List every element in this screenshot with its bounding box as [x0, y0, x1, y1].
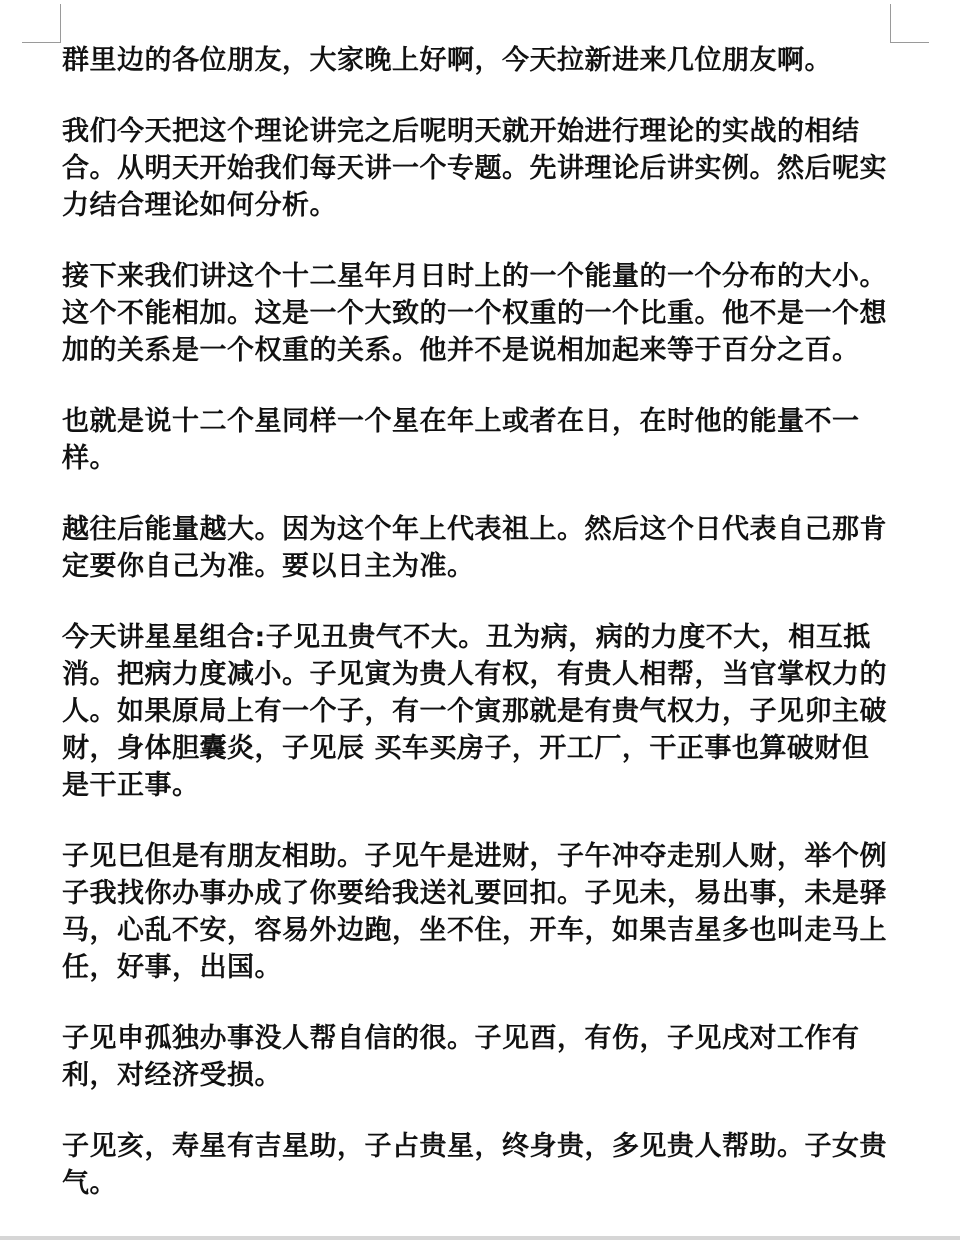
paragraph-energy-distribution: 接下来我们讲这个十二星年月日时上的一个能量的一个分布的大小。这个不能相加。这是一个大致的一个权重的一个比重。他不是一个想加的关系是一个权重的关系。他并不是说相加起来等于百分之百。 — [62, 261, 887, 366]
paragraph-plan: 我们今天把这个理论讲完之后呢明天就开始进行理论的实战的相结合。从明天开始我们每天讲一个专题。先讲理论后讲实例。然后呢实力结合理论如何分析。 — [62, 116, 887, 221]
paragraph-combination-intro: 今天讲星星组合:子见丑贵气不大。丑为病，病的力度不大，相互抵消。把病力度减小。子见寅为贵人有权，有贵人相帮，当官掌权力的人。如果原局上有一个子，有一个寅那就是有贵气权力，子见卯主破财，身体胆囊炎，子见辰 买车买房子，开工厂，干正事也算破财但是干正事。 — [62, 622, 887, 801]
paragraph-star-position: 也就是说十二个星同样一个星在年上或者在日，在时他的能量不一样。 — [62, 406, 860, 474]
page-corner-mark-top-right — [890, 4, 929, 43]
paragraph-combination-hai: 子见亥，寿星有吉星助，子占贵星，终身贵，多见贵人帮助。子女贵气。 — [62, 1131, 887, 1199]
document-body — [62, 42, 894, 1236]
page-corner-mark-top-left — [22, 4, 61, 43]
page-bottom-edge — [0, 1236, 960, 1240]
paragraph-greeting: 群里边的各位朋友，大家晚上好啊，今天拉新进来几位朋友啊。 — [62, 45, 832, 76]
paragraph-combination-shen-you-xu: 子见申孤独办事没人帮自信的很。子见酉，有伤，子见戌对工作有利，对经济受损。 — [62, 1023, 860, 1091]
paragraph-energy-order: 越往后能量越大。因为这个年上代表祖上。然后这个日代表自己那肯定要你自己为准。要以日主为准。 — [62, 514, 887, 582]
paragraph-combination-si-wu-wei: 子见巳但是有朋友相助。子见午是进财，子午冲夺走别人财，举个例子我找你办事办成了你要给我送礼要回扣。子见未，易出事，未是驿马，心乱不安，容易外边跑，坐不住，开车，如果吉星多也叫走马上任，好事，出国。 — [62, 841, 887, 983]
